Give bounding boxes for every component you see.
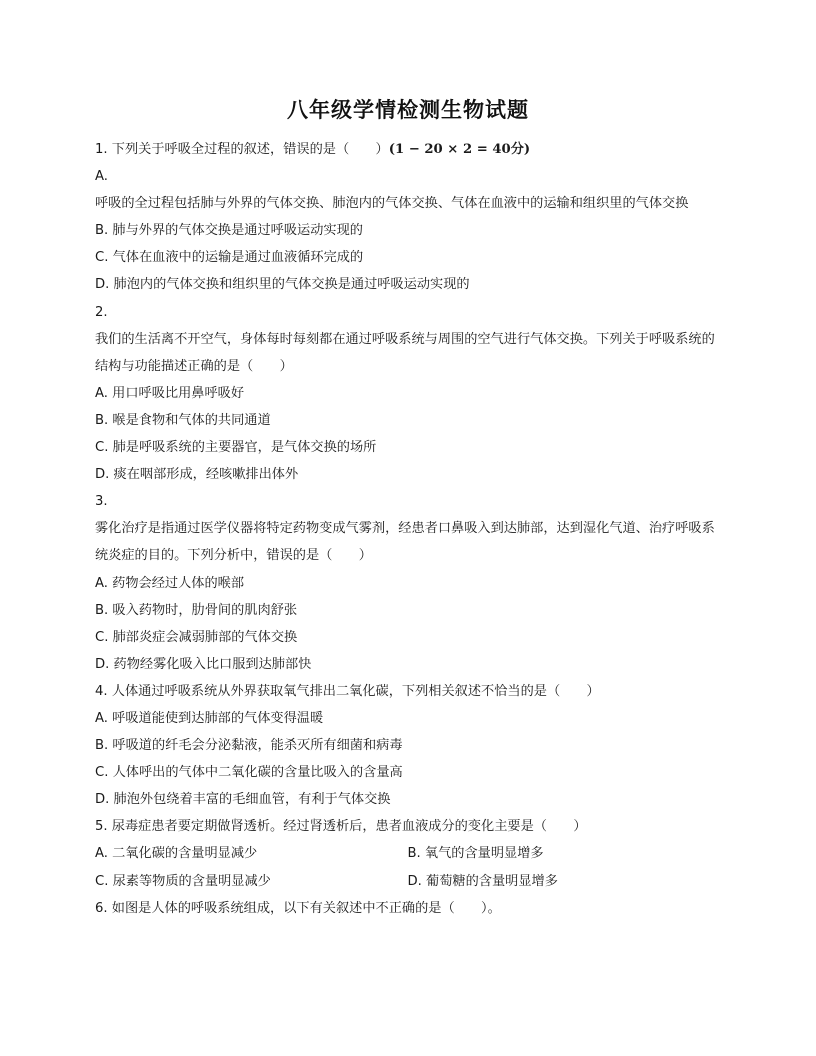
question-3-number: 3.	[95, 494, 108, 510]
question-1-option-a-label: A.	[95, 169, 108, 185]
question-4-option-d: D. 肺泡外包绕着丰富的毛细血管，有利于气体交换	[95, 792, 391, 808]
question-1-option-c: C. 气体在血液中的运输是通过血液循环完成的	[95, 250, 364, 266]
question-1-text: 1. 下列关于呼吸全过程的叙述，错误的是（ ）	[95, 142, 389, 157]
question-6-stem: 6. 如图是人体的呼吸系统组成，以下有关叙述中不正确的是（ ）。	[95, 900, 501, 916]
question-3-option-d: D. 药物经雾化吸入比口服到达肺部快	[95, 656, 312, 672]
question-1-stem	[95, 136, 720, 163]
question-1-option-d: D. 肺泡内的气体交换和组织里的气体交换是通过呼吸运动实现的	[95, 277, 470, 293]
question-5-stem: 5. 尿毒症患者要定期做肾透析。经过肾透析后，患者血液成分的变化主要是（ ）	[95, 819, 587, 835]
question-1-option-a-text: 呼吸的全过程包括肺与外界的气体交换、肺泡内的气体交换、气体在血液中的运输和组织里的气体交换	[95, 196, 689, 212]
question-5-option-b: B. 氧气的含量明显增多	[407, 846, 544, 862]
question-4-option-c: C. 人体呼出的气体中二氧化碳的含量比吸入的含量高	[95, 765, 403, 781]
question-5-option-c: C. 尿素等物质的含量明显减少	[95, 873, 271, 889]
question-1-option-b: B. 肺与外界的气体交换是通过呼吸运动实现的	[95, 223, 363, 239]
question-3-option-c: C. 肺部炎症会减弱肺部的气体交换	[95, 629, 298, 645]
score-note: (1 − 20 × 2 = 40分)	[388, 142, 531, 157]
question-5-option-a: A. 二氧化碳的含量明显减少	[95, 846, 258, 862]
question-2-number: 2.	[95, 304, 108, 320]
question-list	[95, 136, 720, 922]
question-2-stem: 我们的生活离不开空气，身体每时每刻都在通过呼吸系统与周围的空气进行气体交换。下列关于呼吸系统的结构与功能描述正确的是（ ）	[95, 331, 715, 374]
question-5-options-row-1	[95, 840, 720, 867]
question-3-stem: 雾化治疗是指通过医学仪器将特定药物变成气雾剂，经患者口鼻吸入到达肺部，达到湿化气道、治疗呼吸系统炎症的目的。下列分析中，错误的是（ ）	[95, 521, 715, 564]
question-3-option-b: B. 吸入药物时，肋骨间的肌肉舒张	[95, 602, 298, 618]
question-5-option-d: D. 葡萄糖的含量明显增多	[407, 873, 558, 889]
question-4-option-b: B. 呼吸道的纤毛会分泌黏液，能杀灭所有细菌和病毒	[95, 738, 403, 754]
question-2-option-a: A. 用口呼吸比用鼻呼吸好	[95, 385, 245, 401]
question-5-options-row-2	[95, 868, 720, 895]
question-3-option-a: A. 药物会经过人体的喉部	[95, 575, 245, 591]
question-2-option-b: B. 喉是食物和气体的共同通道	[95, 412, 271, 428]
question-4-option-a: A. 呼吸道能使到达肺部的气体变得温暖	[95, 710, 324, 726]
question-2-option-d: D. 痰在咽部形成，经咳嗽排出体外	[95, 467, 299, 483]
page-title: 八年级学情检测生物试题	[287, 97, 529, 122]
question-4-stem: 4. 人体通过呼吸系统从外界获取氧气排出二氧化碳，下列相关叙述不恰当的是（ ）	[95, 683, 600, 699]
question-2-option-c: C. 肺是呼吸系统的主要器官，是气体交换的场所	[95, 440, 377, 456]
